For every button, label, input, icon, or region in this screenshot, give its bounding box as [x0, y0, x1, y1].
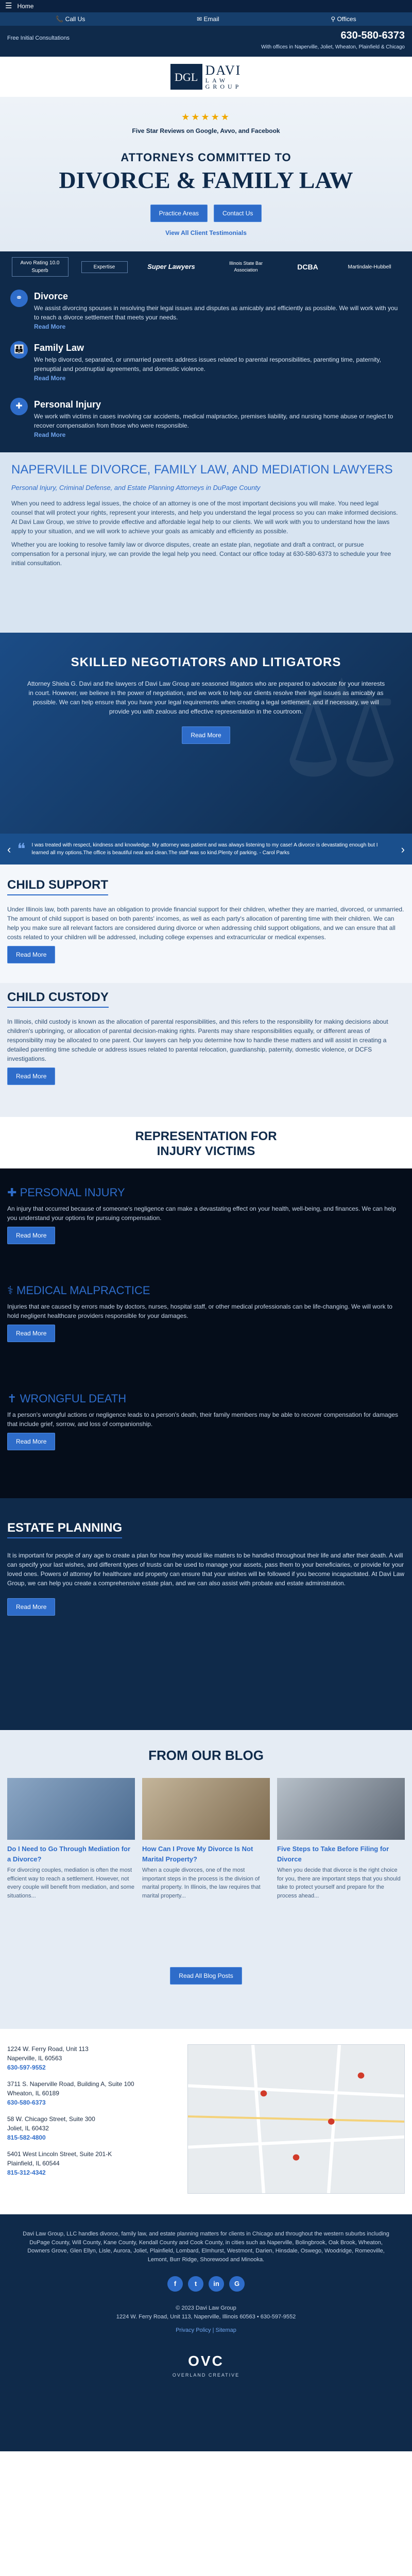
injury-section: [0, 1117, 412, 1498]
medical-icon: ⚕: [7, 1284, 13, 1297]
child-support-read-more[interactable]: Read More: [7, 946, 55, 963]
injury-item-title: WRONGFUL DEATH: [20, 1392, 127, 1405]
practice-divorce: [10, 290, 402, 341]
child-custody-title: CHILD CUSTODY: [7, 988, 109, 1008]
injury-read-more[interactable]: Read More: [7, 1433, 55, 1450]
all-blog-posts-button[interactable]: Read All Blog Posts: [170, 1967, 242, 1985]
office-item: [7, 2114, 177, 2142]
facebook-icon[interactable]: f: [167, 2276, 183, 2292]
next-arrow-icon[interactable]: ›: [401, 842, 405, 856]
hero-committed: ATTORNEYS COMMITTED TO: [121, 151, 291, 164]
logo-line3: GROUP: [205, 83, 242, 90]
logo-area: [0, 57, 412, 97]
free-consult-text: Free Initial Consultations: [7, 35, 70, 41]
logo-line2: LAW: [205, 77, 229, 84]
sitemap-link[interactable]: Sitemap: [215, 2327, 236, 2333]
injury-item-text: An injury that occurred because of someone's negligence can make a devastating effect on your health, well-being, and finances. We can help you understand your options for pursuing compensation.: [7, 1205, 396, 1222]
map-roads: [188, 2045, 404, 2193]
injury-read-more[interactable]: Read More: [7, 1227, 55, 1244]
injury-item-personal: [0, 1168, 412, 1277]
child-custody-read-more[interactable]: Read More: [7, 1067, 55, 1085]
injury-item-wrongful: [0, 1385, 412, 1493]
rating-stars: ★★★★★: [181, 112, 231, 122]
footer-areas: Davi Law Group, LLC handles divorce, family law, and estate planning matters for clients in Chicago and throughout the western suburbs including DuPage County, Will County, Kane County, Kendall County and Cook County, in cities such as Naperville, Bolingbrook, Oak Brook, Wheaton, Downers Grove, Glen Ellyn, Lisle, Aurora, Joliet, Plainfield, Lombard, Elmhurst, Westmont, Darien, Hinsdale, Oswego, Woodridge, Romeoville, Lemont, Burr Ridge, Shorewood and Minooka.: [23, 2231, 389, 2263]
office-address-2: Plainfield, IL 60544: [7, 2160, 60, 2167]
candle-icon: ✝: [7, 1392, 17, 1405]
blog-section: [0, 1730, 412, 2029]
offices-section: [0, 2029, 412, 2214]
estate-text: It is important for people of any age to create a plan for how they would like matters to be handled throughout their life and after their death. A will can specify your last wishes, and different types of trusts can be used to manage your assets, pass them to your beneficiaries, or provide for your loved ones. Powers of attorney for healthcare and property can ensure that your wishes will be followed if you become incapacitated. At Davi Law Group, we can help you create a comprehensive estate plan, and we can also assist with probate and estate administration.: [7, 1552, 405, 1587]
logo-line1: DAVI: [205, 63, 242, 78]
injury-item-title: PERSONAL INJURY: [20, 1186, 125, 1199]
offices-button[interactable]: ⚲ Offices: [331, 15, 356, 23]
testimonial-author: - Carol Parks: [259, 850, 289, 856]
contact-bar: [0, 12, 412, 26]
quote-icon: ❝: [17, 840, 26, 858]
testimonial-strip: [0, 834, 412, 865]
practice-title: Personal Injury: [34, 399, 101, 410]
injury-item-text: Injuries that are caused by errors made by doctors, nurses, hospital staff, or other medical professionals can be life-changing. We will work to hold negligent healthcare providers responsible for your damages.: [7, 1303, 392, 1319]
blog-image: [142, 1778, 270, 1840]
estate-title: ESTATE PLANNING: [7, 1519, 122, 1538]
bandage-icon: ✚: [10, 398, 28, 415]
practice-read-more[interactable]: Read More: [34, 323, 66, 330]
naperville-subtitle: Personal Injury, Criminal Defense, and Estate Planning Attorneys in DuPage County: [11, 483, 261, 492]
blog-post[interactable]: [7, 1778, 135, 1900]
email-label: Email: [203, 15, 219, 23]
badge-super-lawyers: Super Lawyers: [147, 263, 195, 271]
practice-read-more[interactable]: Read More: [34, 431, 66, 438]
badge-martindale: Martindale-Hubbell: [348, 264, 391, 270]
consult-bar: [0, 26, 412, 57]
child-custody-text: In Illinois, child custody is known as the allocation of parental responsibilities, and this refers to the responsibility for making decisions about children's upbringing, or allocation of parental decision-making rights. Parents may share responsibilities equally, or different areas of responsibility may be allocated to one parent. Our lawyers can help you determine how to handle these matters and will assist in creating a detailed parenting time schedule or address issues related to parental relocation, guardianship, paternity, domestic violence, or DCFS investigations.: [7, 1018, 388, 1062]
hero: [0, 97, 412, 251]
top-bar: [0, 0, 412, 12]
practice-areas-button[interactable]: Practice Areas: [150, 205, 208, 222]
social-links: [21, 2276, 391, 2292]
blog-image: [7, 1778, 135, 1840]
child-support-title: CHILD SUPPORT: [7, 876, 108, 895]
rings-icon: ⚭: [10, 290, 28, 307]
offices-note: With offices in Naperville, Joliet, Wheaton, Plainfield & Chicago: [261, 44, 405, 50]
naperville-title: NAPERVILLE DIVORCE, FAMILY LAW, AND MEDIATION LAWYERS: [11, 463, 393, 477]
practice-family: [10, 341, 402, 398]
practice-injury: [10, 398, 402, 449]
family-icon: 👪: [10, 341, 28, 359]
injury-item-malpractice: [0, 1277, 412, 1385]
injury-header: [0, 1117, 412, 1168]
blog-post[interactable]: [277, 1778, 405, 1900]
reviews-text: Five Star Reviews on Google, Avvo, and Facebook: [132, 127, 280, 134]
gavel-watermark: ⚖: [281, 656, 402, 805]
office-map[interactable]: [187, 2044, 405, 2194]
office-address-1: 1224 W. Ferry Road, Unit 113: [7, 2045, 89, 2053]
blog-post-excerpt: When you decide that divorce is the right choice for you, there are important steps that you should take to protect yourself and prepare for the process ahead...: [277, 1867, 401, 1899]
office-item: [7, 2079, 177, 2107]
practice-areas: [0, 282, 412, 452]
injury-read-more[interactable]: Read More: [7, 1325, 55, 1342]
blog-post-title[interactable]: How Can I Prove My Divorce Is Not Marital Property?: [142, 1845, 253, 1863]
office-phone[interactable]: 815-582-4800: [7, 2134, 46, 2141]
injury-item-title: MEDICAL MALPRACTICE: [16, 1284, 150, 1297]
office-address-1: 58 W. Chicago Street, Suite 300: [7, 2115, 95, 2123]
office-address-1: 3711 S. Naperville Road, Building A, Suite 100: [7, 2080, 134, 2088]
office-address-2: Naperville, IL 60563: [7, 2055, 62, 2062]
blog-post-excerpt: For divorcing couples, mediation is often the most efficient way to reach a settlement. However, not every couple will benefit from mediation, and some situations...: [7, 1867, 135, 1899]
blog-post[interactable]: [142, 1778, 270, 1900]
badge-avvo: Avvo Rating 10.0 Superb: [12, 257, 68, 277]
call-label: Call Us: [65, 15, 85, 23]
office-address-2: Joliet, IL 60432: [7, 2125, 49, 2132]
menu-icon[interactable]: ☰: [5, 1, 12, 10]
office-item: [7, 2149, 177, 2177]
agency-mark: OVC: [188, 2352, 224, 2369]
negotiators-read-more[interactable]: Read More: [182, 726, 230, 744]
email-button[interactable]: ✉ Email: [197, 15, 219, 23]
prev-arrow-icon[interactable]: ‹: [7, 842, 11, 856]
hero-headline: DIVORCE & FAMILY LAW: [59, 167, 353, 193]
practice-read-more[interactable]: Read More: [34, 375, 66, 382]
practice-title: Divorce: [34, 291, 68, 301]
call-button[interactable]: 📞 Call Us: [56, 15, 85, 23]
office-phone[interactable]: 815-312-4342: [7, 2169, 46, 2176]
office-phone[interactable]: 630-580-6373: [7, 2099, 46, 2106]
negotiators-text: Attorney Shiela G. Davi and the lawyers of Davi Law Group are seasoned litigators who are prepared to advocate for your interests in court. However, we believe in the power of negotiation, and we work to help our clients resolve their legal issues as amicably as possible. We can help ensure that you have your legal requirements when creating a legal settlement, and if necessary, we will provide you with zealous and effective representation in the courtroom.: [27, 680, 385, 715]
naperville-section: [0, 452, 412, 633]
agency-name: OVERLAND CREATIVE: [172, 2372, 240, 2378]
child-support-text: Under Illinois law, both parents have an obligation to provide financial support for their children, whether they are married, divorced, or unmarried. The amount of child support is based on both parents' incomes, as well as each party's allocation of parenting time with their children. We can help you make sure all relevant factors are considered during divorce or when addressing child support obligations, and we can ensure that all costs related to your children will be addressed, including college expenses and extracurricular or medical expenses.: [7, 906, 404, 941]
practice-title: Family Law: [34, 343, 84, 353]
twitter-icon[interactable]: t: [188, 2276, 203, 2292]
badge-dcba: DCBA: [297, 262, 318, 271]
practice-desc: We assist divorcing spouses in resolving their legal issues and disputes as amicably and efficiently as possible. We will work with you to reach a divorce settlement that meets your needs.: [34, 304, 398, 321]
menu-label[interactable]: Home: [17, 3, 34, 10]
google-icon[interactable]: G: [229, 2276, 245, 2292]
badges-row: [0, 251, 412, 282]
naperville-paragraph-2: Whether you are looking to resolve family law or divorce disputes, create an estate plan, negotiate and draft a contract, or pursue compensation for a personal injury, we can provide the legal help you need. Contact our office today at 630-580-6373 to schedule your free initial consultation.: [11, 541, 391, 567]
blog-title: FROM OUR BLOG: [148, 1748, 264, 1763]
privacy-link[interactable]: Privacy Policy: [176, 2327, 211, 2333]
child-support-section: [0, 865, 412, 983]
naperville-paragraph-1: When you need to address legal issues, the choice of an attorney is one of the most important decisions you will make. You need legal counsel that will protect your rights, represent your interests, and help you understand the legal process so you can make informed decisions. At Davi Law Group, we strive to provide effective and affordable legal help to our clients. We will work with you to understand how the laws apply to your situation, and we will work to achieve your goals as amicably and efficiently as possible.: [11, 500, 398, 535]
linkedin-icon[interactable]: in: [209, 2276, 224, 2292]
estate-read-more[interactable]: Read More: [7, 1598, 55, 1616]
blog-post-excerpt: When a couple divorces, one of the most important steps in the process is the division of marital property. In Illinois, the law requires that marital property...: [142, 1867, 261, 1899]
office-phone[interactable]: 630-597-9552: [7, 2064, 46, 2071]
testimonial-quote: I was treated with respect, kindness and knowledge. My attorney was patient and was always listening to my case! A divorce is devastating enough but I learned all my options.The office is beautiful neat and clean.The staff was so kind.Plenty of parking.: [31, 842, 378, 856]
negotiators-section: [0, 633, 412, 834]
logo[interactable]: [170, 64, 242, 90]
contact-us-button[interactable]: Contact Us: [214, 205, 262, 222]
practice-desc: We work with victims in cases involving car accidents, medical malpractice, premises liability, and nursing home abuse or neglect to recover compensation from those who were responsible.: [34, 413, 393, 429]
child-custody-section: [0, 983, 412, 1117]
estate-section: [0, 1498, 412, 1730]
footer-copyright: © 2023 Davi Law Group: [176, 2305, 236, 2311]
blog-posts: [7, 1778, 405, 1900]
header-phone[interactable]: 630-580-6373: [340, 30, 405, 41]
office-address-2: Wheaton, IL 60189: [7, 2090, 59, 2097]
blog-post-title[interactable]: Do I Need to Go Through Mediation for a Divorce?: [7, 1845, 131, 1863]
offices-label: Offices: [337, 15, 356, 23]
blog-image: [277, 1778, 405, 1840]
badge-expertise: Expertise: [81, 261, 128, 273]
badge-isba: Illinois State Bar Association: [229, 260, 263, 273]
office-list: [7, 2044, 177, 2199]
logo-mark: DGL: [170, 64, 202, 90]
footer: Davi Law Group, LLC handles divorce, family law, and estate planning matters for clients in Chicago and throughout the western suburbs including DuPage County, Will County, Kane County, Kendall County and Cook County, in cities such as Naperville, Bolingbrook, Oak Brook, Wheaton, Downers Grove, Glen Ellyn, Lisle, Aurora, Joliet, Plainfield, Lombard, Elmhurst, Westmont, Darien, Hinsdale, Oswego, Woodridge, Romeoville, Lemont, Burr Ridge, Shorewood and Minooka. f t in G © 2023 Davi Law Group 1224 W. Ferry Road, Unit 113, Naperville, Illinois 60563 • 630-597-9552 Privacy Policy | Sitemap OVC OVERLAND CREATIVE: [0, 2214, 412, 2451]
agency-logo[interactable]: [21, 2350, 391, 2379]
testimonials-link[interactable]: View All Client Testimonials: [165, 229, 247, 237]
office-item: [7, 2044, 177, 2072]
negotiators-title: SKILLED NEGOTIATORS AND LITIGATORS: [71, 655, 341, 669]
injury-icon: ✚: [7, 1186, 17, 1199]
injury-title: REPRESENTATION FOR INJURY VICTIMS: [135, 1129, 277, 1158]
practice-desc: We help divorced, separated, or unmarried parents address issues related to parental responsibilities, parenting time, paternity, prenuptial and postnuptial agreements, and domestic violence.: [34, 356, 381, 372]
footer-address: 1224 W. Ferry Road, Unit 113, Naperville, Illinois 60563 • 630-597-9552: [116, 2313, 296, 2320]
blog-post-title[interactable]: Five Steps to Take Before Filing for Divorce: [277, 1845, 389, 1863]
injury-item-text: If a person's wrongful actions or negligence leads to a person's death, their family members may be able to recover compensation for damages that include grief, sorrow, and loss of companionship.: [7, 1411, 398, 1428]
office-address-1: 5401 West Lincoln Street, Suite 201-K: [7, 2150, 112, 2158]
